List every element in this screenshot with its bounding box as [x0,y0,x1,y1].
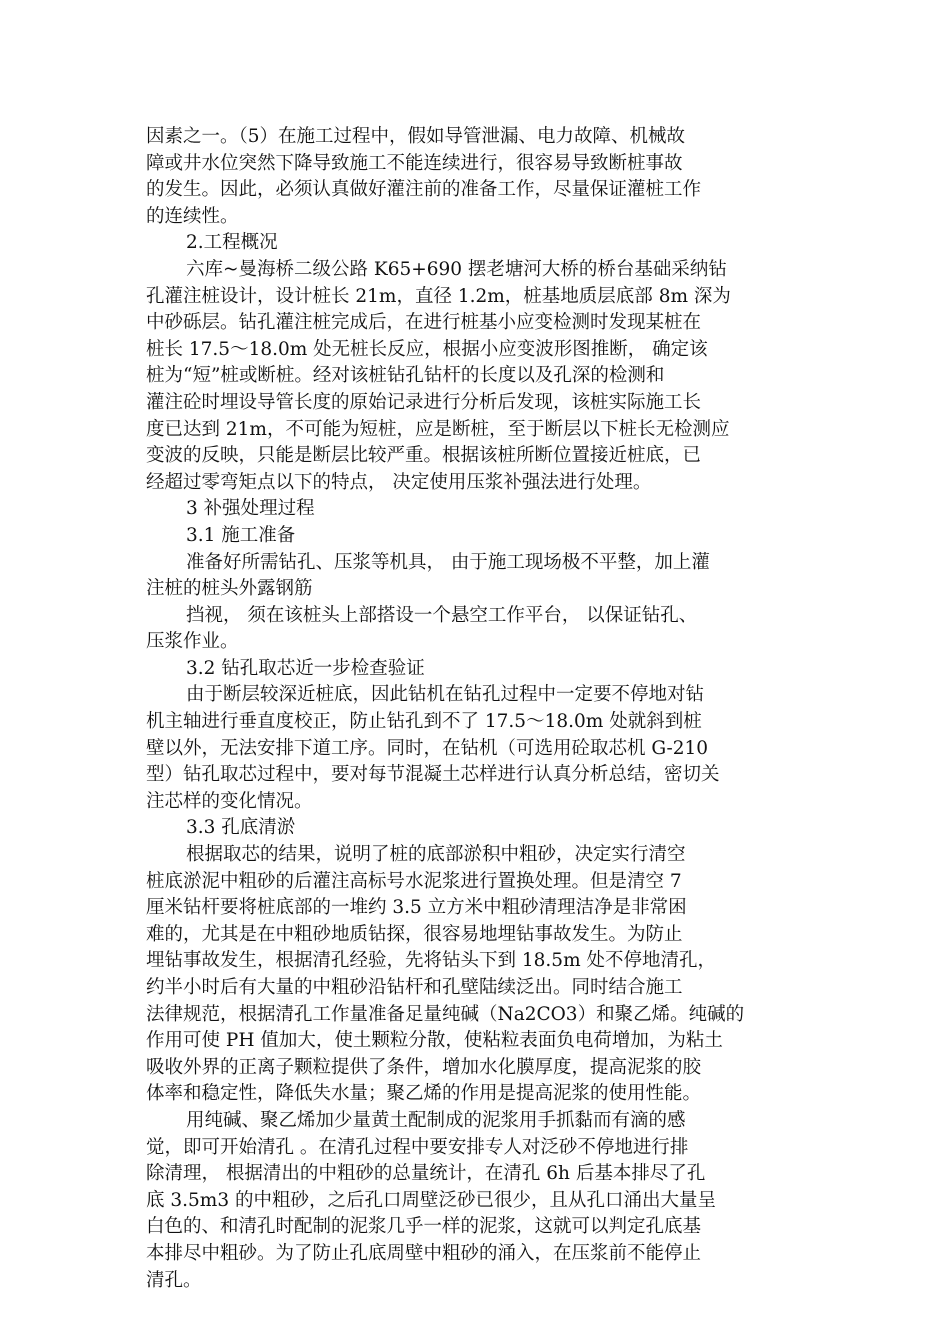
text-line: 灌注砼时埋设导管长度的原始记录进行分析后发现，该桩实际施工长 [146,391,702,413]
text-line: 3.3 孔底清淤 [186,817,296,839]
text-line: 壁以外，无法安排下道工序。同时，在钻机（可选用砼取芯机 G-210 [146,737,709,759]
text-line: 障或井水位突然下降导致施工不能连续进行，很容易导致断桩事故 [146,152,683,174]
text-line: 中砂砾层。钻孔灌注桩完成后，在进行桩基小应变检测时发现某桩在 [146,312,702,334]
text-line: 的发生。因此，必须认真做好灌注前的准备工作，尽量保证灌桩工作 [146,179,702,201]
text-line: 注芯样的变化情况。 [146,790,313,812]
document-page [146,124,814,1294]
text-line: 压浆作业。 [146,631,239,653]
text-line: 约半小时后有大量的中粗砂沿钻杆和孔壁陆续泛出。同时结合施工 [146,977,683,998]
text-line: 六库~曼海桥二级公路 K65+690 摆老塘河大桥的桥台基础采纳钻 [186,258,727,280]
text-line: 觉，即可开始清孔 。在清孔过程中要安排专人对泛砂不停地进行排 [146,1136,689,1158]
text-line: 挡视， 须在该桩头上部搭设一个悬空工作平台， 以保证钻孔、 [186,604,698,626]
text-line: 准备好所需钻孔、压浆等机具， 由于施工现场极不平整，加上灌 [186,551,710,573]
text-line: 白色的、和清孔时配制的泥浆几乎一样的泥浆，这就可以判定孔底基 [146,1216,702,1238]
text-line: 3.1 施工准备 [186,524,296,546]
text-line: 桩为“短”桩或断桩。经对该桩钻孔钻杆的长度以及孔深的检测和 [146,365,665,387]
text-line: 2.工程概况 [186,232,278,254]
text-line: 经超过零弯矩点以下的特点， 决定使用压浆补强法进行处理。 [146,471,652,493]
text-line: 根据取芯的结果，说明了桩的底部淤积中粗砂，决定实行清空 [186,844,686,866]
text-line: 的连续性。 [146,205,239,227]
text-line: 本排尽中粗砂。为了防止孔底周壁中粗砂的涌入，在压浆前不能停止 [146,1242,702,1264]
text-line: 难的，尤其是在中粗砂地质钻探，很容易地埋钻事故发生。为防止 [146,923,683,945]
text-line: 由于断层较深近桩底，因此钻机在钻孔过程中一定要不停地对钻 [186,684,705,706]
text-line: 型）钻孔取芯过程中，要对每节混凝土芯样进行认真分析总结，密切关 [146,764,720,786]
text-line: 清孔。 [146,1269,202,1291]
text-line: 法律规范，根据清孔工作量准备足量纯碱（Na2CO3）和聚乙烯。纯碱的 [146,1003,745,1025]
text-line: 除清理， 根据清出的中粗砂的总量统计，在清孔 6h 后基本排尽了孔 [146,1163,706,1185]
text-line: 桩长 17.5～18.0m 处无桩长反应，根据小应变波形图推断， 确定该 [146,338,708,360]
text-line: 底 3.5m3 的中粗砂，之后孔口周壁泛砂已很少，且从孔口涌出大量呈 [146,1189,716,1211]
text-line: 用纯碱、聚乙烯加少量黄土配制成的泥浆用手抓黏而有滴的感 [186,1109,686,1131]
text-line: 因素之一。（5）在施工过程中，假如导管泄漏、电力故障、机械故 [146,126,686,147]
text-line: 作用可使 PH 值加大，使土颗粒分散，使粘粒表面负电荷增加，为粘土 [146,1030,723,1052]
text-line: 3 补强处理过程 [186,498,315,520]
text-line: 3.2 钻孔取芯近一步检查验证 [186,657,425,679]
text-line: 度已达到 21m，不可能为短桩，应是断桩，至于断层以下桩长无检测应 [146,418,730,440]
text-line: 孔灌注桩设计，设计桩长 21m，直径 1.2m，桩基地质层底部 8m 深为 [146,285,731,307]
text-line: 变波的反映，只能是断层比较严重。根据该桩所断位置接近桩底，已 [146,445,702,467]
text-line: 埋钻事故发生，根据清孔经验，先将钻头下到 18.5m 处不停地清孔， [146,950,716,972]
text-line: 桩底淤泥中粗砂的后灌注高标号水泥浆进行置换处理。但是清空 7 [146,870,682,892]
text-line: 机主轴进行垂直度校正，防止钻孔到不了 17.5～18.0m 处就斜到桩 [146,711,702,733]
text-line: 吸收外界的正离子颗粒提供了条件，增加水化膜厚度，提高泥浆的胶 [146,1056,702,1078]
text-line: 厘米钻杆要将桩底部的一堆约 3.5 立方米中粗砂清理洁净是非常困 [146,897,687,919]
text-line: 体率和稳定性，降低失水量；聚乙烯的作用是提高泥浆的使用性能。 [146,1083,702,1105]
text-line: 注桩的桩头外露钢筋 [146,578,313,600]
